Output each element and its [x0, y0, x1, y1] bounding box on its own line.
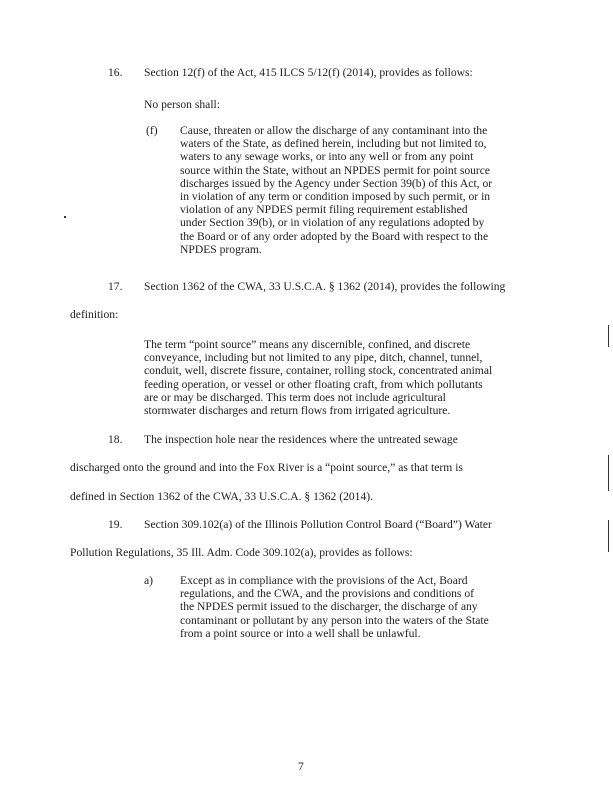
paragraph-18-line-1: The inspection hole near the residences where the untreated sewage [144, 433, 458, 446]
quote-line: stormwater discharges and return flows from irrigated agriculture. [144, 404, 451, 418]
paragraph-18-line-2: discharged onto the ground and into the Fox River is a “point source,” as that term is [70, 461, 463, 474]
paragraph-16-quote [180, 124, 492, 256]
paragraph-19-line-2: Pollution Regulations, 35 Ill. Adm. Code 309.102(a), provides as follows: [70, 546, 413, 559]
quote-line: regulations, and the CWA, and the provisions and conditions of [180, 587, 474, 601]
quote-line: from a point source or into a well shall be unlawful. [180, 626, 421, 640]
paragraph-number-16: 16. [108, 66, 123, 79]
quote-line: under Section 39(b), or in violation of any regulations adopted by [180, 216, 485, 230]
quote-line: Cause, threaten or allow the discharge of any contaminant into the [180, 124, 488, 137]
paragraph-18-line-3: defined in Section 1362 of the CWA, 33 U.S.C.A. § 1362 (2014). [70, 490, 374, 503]
paragraph-19-line-1: Section 309.102(a) of the Illinois Pollution Control Board (“Board”) Water [144, 518, 492, 531]
quote-line: contaminant or pollutant by any person into the waters of the State [180, 613, 489, 627]
quote-line: feeding operation, or vessel or other floating craft, from which pollutants [144, 377, 483, 391]
page-number: 7 [298, 760, 304, 773]
paragraph-number-19: 19. [108, 518, 123, 531]
paragraph-17-quote [144, 338, 492, 417]
quote-line: source within the State, without an NPDES permit for point source [180, 163, 491, 177]
quote-line: conduit, well, discrete fissure, container, rolling stock, concentrated animal [144, 364, 493, 378]
paragraph-16-lead-in: No person shall: [144, 98, 220, 111]
quote-line: waters to any sewage works, or into any well or from any point [180, 150, 474, 164]
quote-line: the Board or of any order adopted by the Board with respect to the [180, 229, 489, 243]
quote-line: waters of the State, as defined herein, including but not limited to, [180, 137, 487, 151]
paragraph-16-text: Section 12(f) of the Act, 415 ILCS 5/12(f) (2014), provides as follows: [144, 66, 473, 79]
quote-line: the NPDES permit issued to the discharger, the discharge of any [180, 600, 478, 614]
scan-artifact-dot [64, 216, 66, 218]
scan-artifact-mark [608, 455, 609, 491]
paragraph-19-sub-label: a) [144, 574, 154, 587]
paragraph-number-17: 17. [108, 280, 123, 293]
quote-line: conveyance, including but not limited to any pipe, ditch, channel, tunnel, [144, 351, 483, 365]
paragraph-17-line-1: Section 1362 of the CWA, 33 U.S.C.A. § 1362 (2014), provides the following [144, 280, 506, 293]
quote-line: in violation of any term or condition imposed by such permit, or in [180, 190, 491, 204]
quote-line: are or may be discharged. This term does not include agricultural [144, 390, 446, 404]
quote-line: The term “point source” means any discernible, confined, and discrete [144, 338, 471, 351]
paragraph-number-18: 18. [108, 433, 123, 446]
quote-line: NPDES program. [180, 242, 262, 256]
quote-line: discharges issued by the Agency under Section 39(b) of this Act, or [180, 176, 493, 190]
paragraph-19-quote [180, 574, 489, 640]
quote-line: violation of any NPDES permit filing requirement established [180, 203, 468, 217]
scan-artifact-mark [608, 325, 609, 347]
scan-artifact-mark [608, 520, 609, 552]
quote-line: Except as in compliance with the provisions of the Act, Board [180, 574, 468, 587]
paragraph-16-sub-label: (f) [146, 124, 158, 137]
paragraph-17-line-2: definition: [70, 308, 119, 321]
